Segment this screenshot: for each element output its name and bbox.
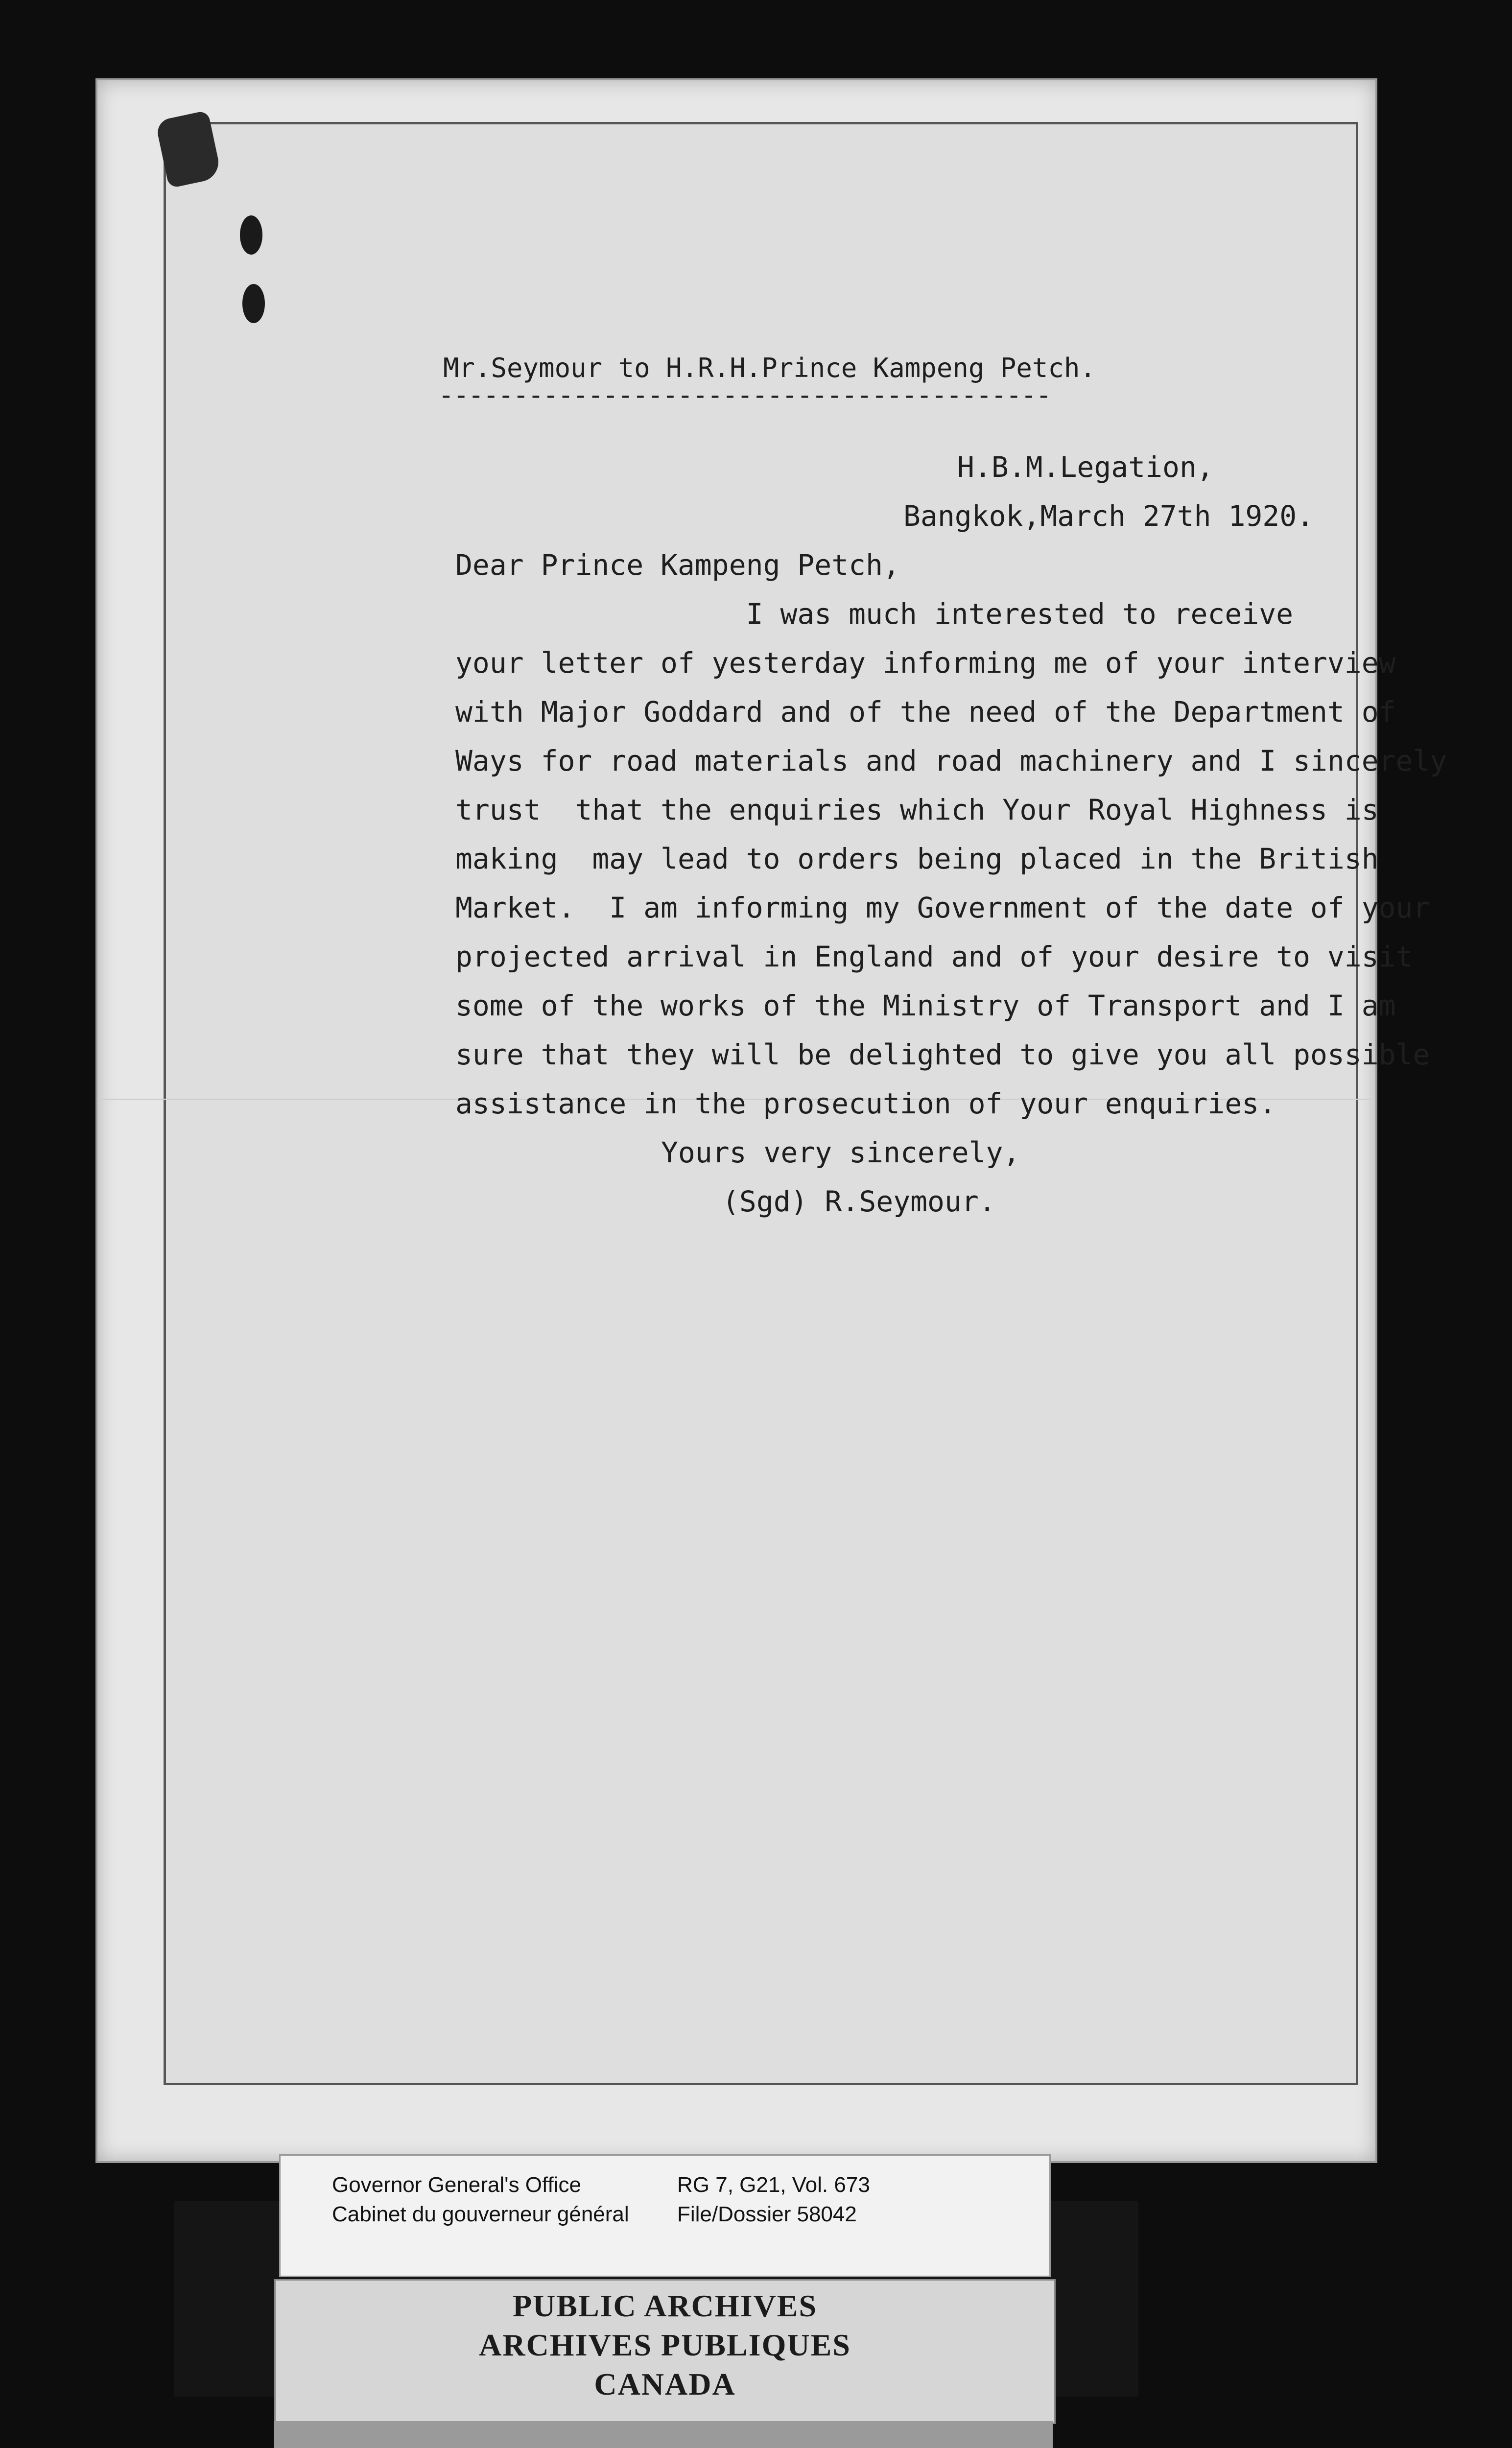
stamp-line-1: PUBLIC ARCHIVES (512, 2288, 818, 2323)
letter-heading: Mr.Seymour to H.R.H.Prince Kampeng Petch. (443, 353, 1096, 383)
office-fr: Cabinet du gouverneur général (332, 2202, 629, 2226)
body-line: projected arrival in England and of your desire to visit (455, 940, 1413, 973)
sender-date: Bangkok,March 27th 1920. (903, 499, 1314, 533)
punch-hole (240, 215, 262, 255)
sender-place: H.B.M.Legation, (957, 450, 1214, 484)
body-line: sure that they will be delighted to give you all possible (455, 1038, 1430, 1071)
file-number: File/Dossier 58042 (677, 2202, 857, 2226)
archive-reference-label (279, 2154, 1051, 2277)
signature: (Sgd) R.Seymour. (722, 1185, 996, 1218)
body-line: with Major Goddard and of the need of the Department of (455, 695, 1396, 729)
body-line: your letter of yesterday informing me of your interview (455, 646, 1396, 680)
reference-number: RG 7, G21, Vol. 673 (677, 2173, 870, 2197)
closing: Yours very sincerely, (661, 1136, 1020, 1169)
stamp-line-3: CANADA (594, 2367, 736, 2401)
body-line: I was much interested to receive (455, 597, 1294, 631)
heading-rule: ----------------------------------------- (438, 379, 1051, 410)
body-line: trust that the enquiries which Your Royal Highness is (455, 793, 1379, 826)
stamp-line-2: ARCHIVES PUBLIQUES (479, 2328, 851, 2362)
body-line: some of the works of the Ministry of Transport and I am (455, 989, 1396, 1022)
body-line: Ways for road materials and road machinery and I sincerely (455, 744, 1447, 777)
body-line: Market. I am informing my Government of the date of your (455, 891, 1430, 924)
body-line: making may lead to orders being placed in the British (455, 842, 1379, 875)
bottom-strip (274, 2421, 1053, 2448)
body-line: assistance in the prosecution of your enquiries. (455, 1087, 1276, 1120)
archive-stamp (274, 2279, 1056, 2424)
office-en: Governor General's Office (332, 2173, 581, 2197)
salutation: Dear Prince Kampeng Petch, (455, 548, 900, 582)
punch-hole (242, 284, 265, 323)
